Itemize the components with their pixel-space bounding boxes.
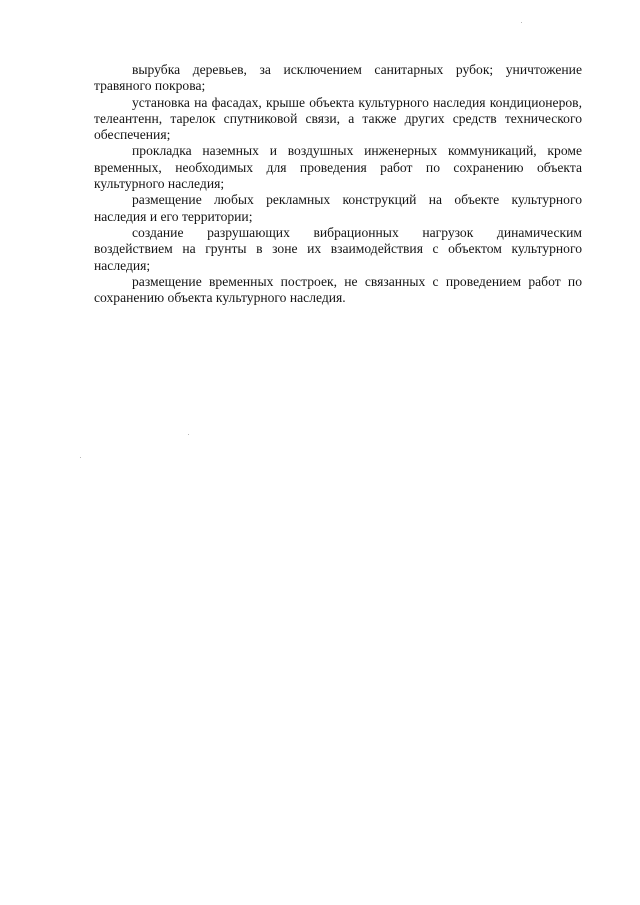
list-item: размещение временных построек, не связанных с проведением работ по сохранению объекта культурного наследия. <box>94 273 582 306</box>
scan-speck <box>80 457 81 458</box>
list-item: вырубка деревьев, за исключением санитарных рубок; уничтожение травяного покрова; <box>94 62 582 94</box>
scan-speck <box>521 22 522 23</box>
list-item: создание разрушающих вибрационных нагрузок динамическим воздействием на грунты в зоне их взаимодействия с объектом культурного наследия; <box>94 224 582 273</box>
restrictions-list <box>94 62 582 306</box>
list-item: размещение любых рекламных конструкций на объекте культурного наследия и его территории; <box>94 192 582 224</box>
list-item: прокладка наземных и воздушных инженерных коммуникаций, кроме временных, необходимых для проведения работ по сохранению объекта культурного наследия; <box>94 143 582 192</box>
list-item: установка на фасадах, крыше объекта культурного наследия кондиционеров, телеантенн, тарелок спутниковой связи, а также других средств технического обеспечения; <box>94 94 582 143</box>
scan-speck <box>188 434 189 435</box>
